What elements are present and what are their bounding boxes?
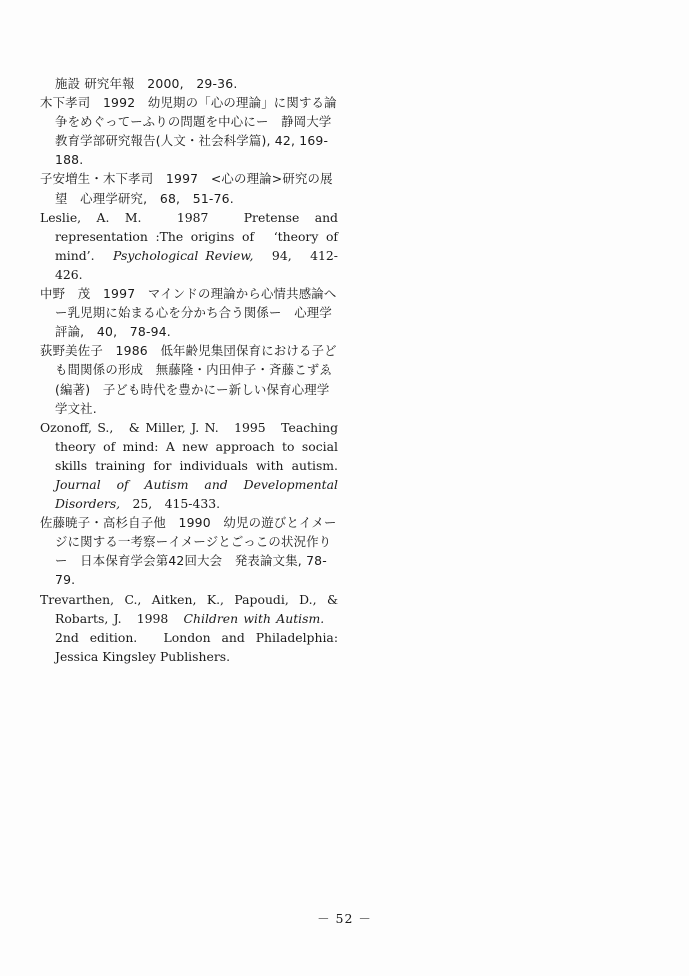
reference-entry — [40, 284, 338, 341]
reference-entry — [40, 208, 338, 284]
reference-text: 子安増生・木下孝司 1997 <心の理論>研究の展望 心理学研究, 68, 51-76. — [40, 171, 333, 206]
reference-source-title: Journal of Autism and Developmental Disorders, — [55, 476, 338, 512]
reference-text: Ozonoff, S., & Miller, J. N. 1995 Teaching theory of mind: A new approach to social skills training for individuals with autism. — [40, 419, 351, 473]
reference-entry — [40, 590, 338, 666]
reference-entry — [40, 418, 351, 513]
reference-text: 中野 茂 1997 マインドの理論から心情共感論へー乳児期に始まる心を分かち合う関係ー 心理学評論, 40, 78-94. — [40, 286, 337, 340]
reference-text: 25, 415-433. — [120, 496, 221, 512]
reference-text: 荻野美佐子 1986 低年齢児集団保育における子ども間関係の形成 無藤隆・内田伸子・斉藤こずゑ(編著) 子ども時代を豊かにー新しい保育心理学 学文社. — [40, 343, 343, 416]
page-number: － 52 － — [317, 911, 372, 926]
reference-text: Leslie, A. M. 1987 Pretense and representation :The origins of ‘theory of mind’. — [40, 209, 338, 263]
reference-text: 94, 412-426. — [55, 247, 338, 282]
reference-text: 2nd edition. London and Philadelphia: Jessica Kingsley Publishers. — [55, 610, 338, 664]
reference-entry — [40, 169, 338, 207]
reference-text: Trevarthen, C., Aitken, K., Papoudi, D., & Robarts, J. 1998 — [40, 591, 338, 626]
reference-entry — [40, 513, 338, 589]
reference-text: 佐藤暁子・高杉自子他 1990 幼児の遊びとイメージに関する一考察ーイメージとごっこの状況作りー 日本保育学会第42回大会 発表論文集, 78-79. — [40, 515, 337, 588]
reference-list — [40, 74, 351, 666]
reference-entry — [40, 93, 338, 169]
reference-source-title: Children with Autism. — [183, 610, 325, 626]
reference-text: 木下孝司 1992 幼児期の「心の理論」に関する論争をめぐってーふりの問題を中心にー 静岡大学教育学部研究報告(人文・社会科学篇), 42, 169-188. — [40, 95, 337, 168]
reference-source-title: Psychological Review, — [113, 247, 254, 263]
reference-entry — [40, 341, 343, 417]
reference-text: 施設 研究年報 2000, 29-36. — [55, 76, 238, 91]
reference-entry — [40, 74, 338, 93]
